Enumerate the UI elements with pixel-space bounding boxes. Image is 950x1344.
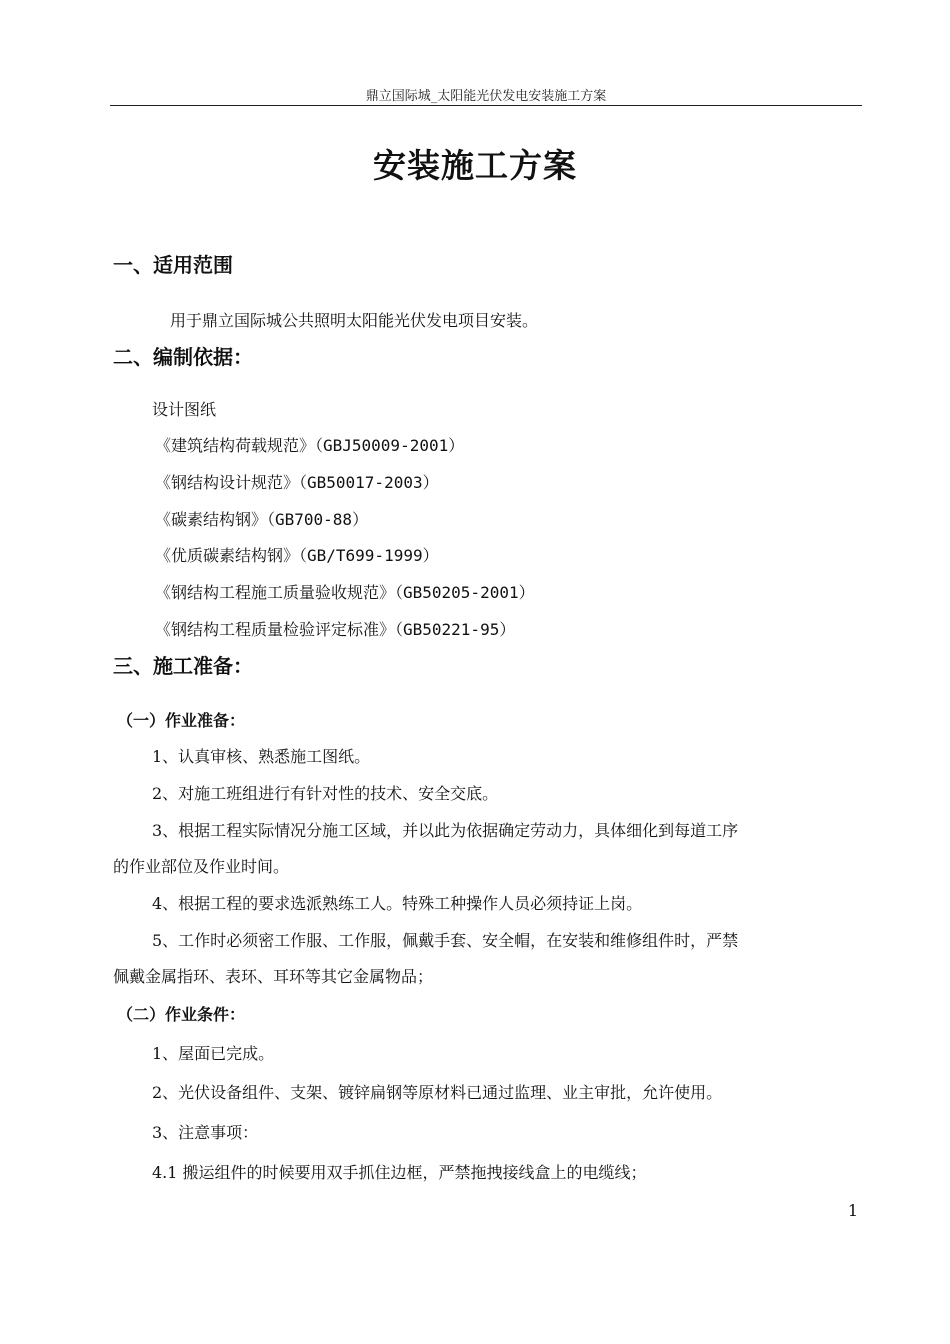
reference-item: 设计图纸 [152,400,217,419]
paragraph: 3、注意事项： [152,1123,259,1142]
paragraph-continuation: 的作业部位及作业时间。 [113,857,290,876]
paragraph: 2、光伏设备组件、支架、镀锌扁钢等原材料已通过监理、业主审批，允许使用。 [152,1083,723,1102]
paragraph: 4.1 搬运组件的时候要用双手抓住边框，严禁拖拽接线盒上的电缆线； [152,1163,647,1182]
paragraph: 1、认真审核、熟悉施工图纸。 [152,747,371,766]
paragraph: 3、根据工程实际情况分施工区域，并以此为依据确定劳动力，具体细化到每道工序 [152,821,739,840]
section-1-text: 用于鼎立国际城公共照明太阳能光伏发电项目安装。 [170,311,539,330]
paragraph: 1、屋面已完成。 [152,1044,275,1063]
section-1-heading: 一、适用范围 [113,253,233,277]
header-rule [110,105,862,106]
paragraph-continuation: 佩戴金属指环、表环、耳环等其它金属物品； [113,967,434,986]
paragraph: 5、工作时必须密工作服、工作服，佩戴手套、安全帽，在安装和维修组件时，严禁 [152,931,739,950]
paragraph: 2、对施工班组进行有针对性的技术、安全交底。 [152,784,499,803]
page-number: 1 [847,1201,858,1220]
reference-item: 《建筑结构荷载规范》（GBJ50009-2001） [155,436,465,455]
reference-item: 《优质碳素结构钢》（GB/T699-1999） [155,546,439,565]
subsection-1-heading: （一）作业准备： [117,711,246,730]
reference-item: 《碳素结构钢》（GB700-88） [155,510,369,529]
section-3-heading: 三、施工准备： [113,654,253,678]
paragraph: 4、根据工程的要求选派熟练工人。特殊工种操作人员必须持证上岗。 [152,894,643,913]
reference-item: 《钢结构工程施工质量验收规范》（GB50205-2001） [155,583,535,602]
running-header: 鼎立国际城_太阳能光伏发电安装施工方案 [365,89,607,104]
subsection-2-heading: （二）作业条件： [117,1005,246,1024]
section-2-heading: 二、编制依据： [113,345,253,369]
document-title: 安装施工方案 [373,146,577,185]
reference-item: 《钢结构工程质量检验评定标准》（GB50221-95） [155,620,516,639]
reference-item: 《钢结构设计规范》（GB50017-2003） [155,473,439,492]
